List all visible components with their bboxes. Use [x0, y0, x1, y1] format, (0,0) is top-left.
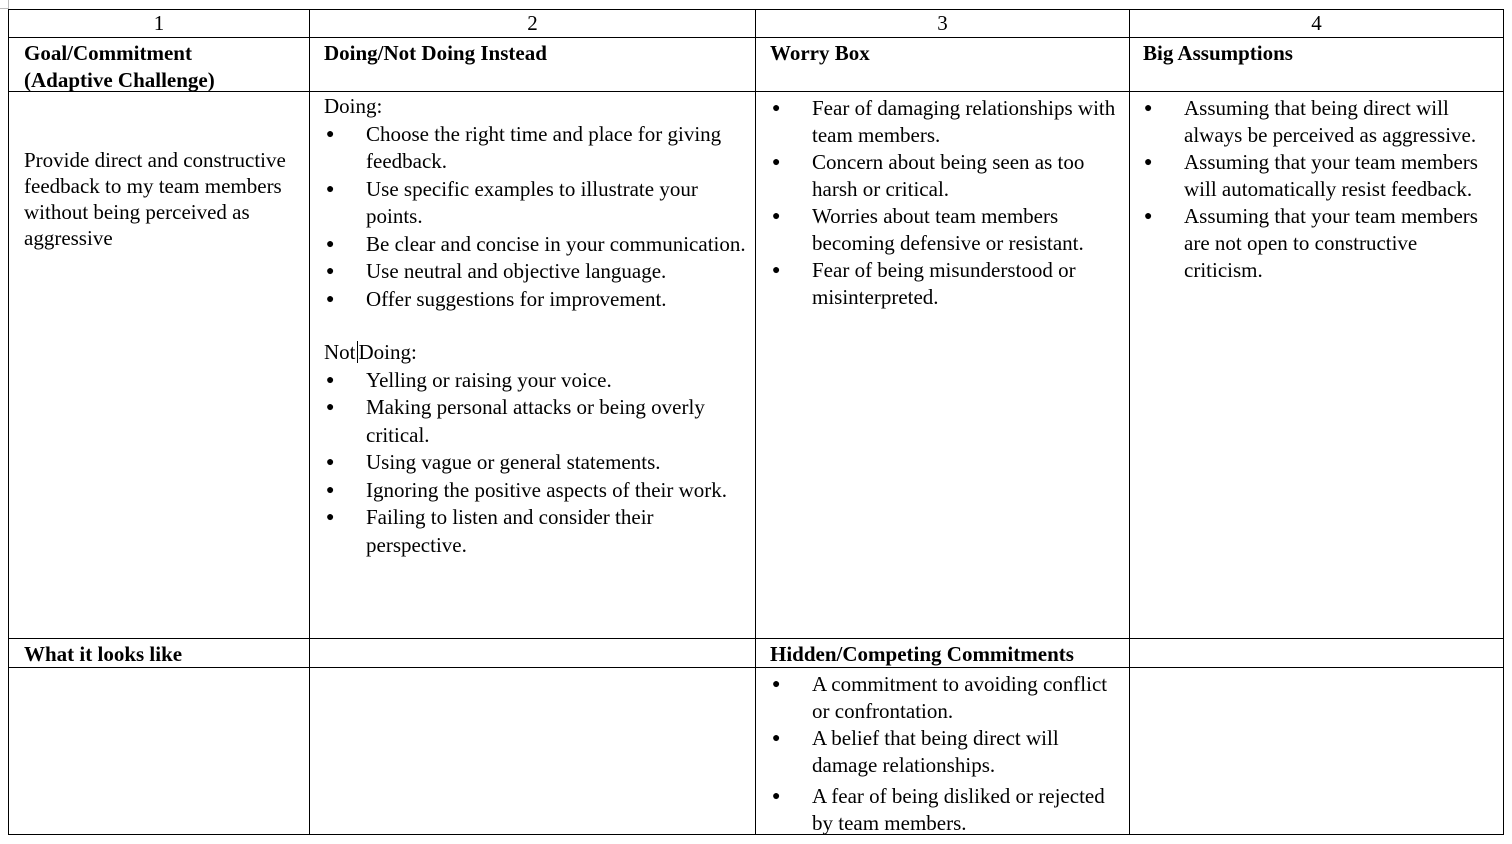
list-item-text: Offer suggestions for improvement. [366, 286, 667, 311]
list-item-text: Use specific examples to illustrate your points. [366, 176, 698, 228]
list-item [324, 477, 746, 505]
list-item-text: Fear of damaging relationships with team members. [812, 96, 1116, 147]
header-goal-commitment: Goal/Commitment (Adaptive Challenge) [24, 41, 215, 92]
bullet-icon: ● [326, 372, 335, 388]
list-item-text: Ignoring the positive aspects of their work. [366, 477, 727, 502]
bullet-icon: ● [772, 155, 781, 170]
bullet-icon: ● [326, 291, 335, 307]
bullet-icon: ● [326, 181, 335, 197]
not-doing-label-part2: Doing: [358, 340, 417, 364]
bullet-icon: ● [326, 264, 335, 279]
goal-text: Provide direct and constructive feedback to my team members without being perceived as aggressive [24, 148, 286, 250]
list-item [324, 176, 746, 231]
bullet-icon: ● [772, 677, 781, 692]
bullet-icon: ● [772, 789, 781, 804]
list-item-text: A belief that being direct will damage relationships. [812, 726, 1059, 777]
table-rule-col1 [309, 9, 310, 835]
list-item [770, 725, 1120, 779]
list-item [324, 367, 746, 395]
table-border-right [1503, 9, 1504, 835]
bullet-icon: ● [326, 126, 335, 142]
list-item-text: Making personal attacks or being overly critical. [366, 395, 705, 447]
doing-section [324, 93, 746, 559]
list-item-text: Using vague or general statements. [366, 450, 661, 474]
bullet-icon: ● [772, 209, 781, 224]
list-item [770, 257, 1120, 311]
column-number-4: 4 [1311, 11, 1322, 35]
table-rule-row3 [8, 638, 1504, 639]
bullet-icon: ● [326, 236, 335, 252]
bullet-icon: ● [1144, 101, 1153, 116]
list-item-text: Use neutral and objective language. [366, 259, 667, 283]
list-item [1142, 95, 1492, 149]
list-item-text: Choose the right time and place for giving feedback. [366, 121, 722, 173]
header-what-it-looks-like: What it looks like [24, 642, 183, 666]
list-item [770, 95, 1120, 149]
list-item-text: Assuming that being direct will always be perceived as aggressive. [1184, 96, 1477, 147]
list-item [324, 286, 746, 314]
bullet-icon: ● [326, 482, 335, 498]
page-corner-mark [0, 0, 9, 9]
assumptions-list [1142, 95, 1492, 284]
bullet-icon: ● [772, 263, 781, 278]
header-big-assumptions: Big Assumptions [1143, 41, 1293, 65]
worry-list [770, 95, 1120, 311]
list-item [770, 671, 1120, 725]
list-item [1142, 149, 1492, 203]
list-item [324, 504, 746, 559]
column-number-1: 1 [153, 11, 165, 35]
not-doing-label [324, 339, 746, 367]
bullet-icon: ● [326, 455, 335, 470]
bullet-icon: ● [772, 101, 781, 116]
bullet-icon: ● [1144, 209, 1153, 224]
list-item [324, 121, 746, 176]
list-item [770, 783, 1120, 837]
hidden-commitments-section [770, 671, 1120, 837]
list-item [770, 203, 1120, 257]
worry-section [770, 95, 1120, 311]
bullet-icon: ● [326, 510, 335, 525]
list-item-text: Failing to listen and consider their perspective. [366, 505, 654, 557]
list-item-text: A fear of being disliked or rejected by team members. [812, 784, 1105, 835]
table-rule-col3 [1129, 9, 1130, 835]
column-number-2: 2 [527, 11, 538, 35]
doing-label: Doing: [324, 94, 383, 118]
list-item [324, 449, 746, 477]
not-doing-list [324, 367, 746, 560]
list-item [1142, 203, 1492, 284]
bullet-icon: ● [772, 731, 781, 746]
bullet-icon: ● [1144, 155, 1153, 170]
table-border-left [8, 9, 9, 835]
header-doing-not-doing: Doing/Not Doing Instead [324, 41, 547, 65]
header-worry-box: Worry Box [770, 41, 870, 65]
list-item-text: Assuming that your team members will automatically resist feedback. [1184, 150, 1478, 201]
list-item-text: Yelling or raising your voice. [366, 367, 612, 392]
doing-list [324, 121, 746, 314]
assumptions-section [1142, 95, 1492, 284]
column-number-3: 3 [937, 11, 948, 35]
bullet-icon: ● [326, 400, 335, 415]
list-item-text: Be clear and concise in your communication. [366, 231, 746, 256]
hidden-commitments-list [770, 671, 1120, 837]
header-hidden-commitments: Hidden/Competing Commitments [770, 642, 1074, 666]
list-item-text: Concern about being seen as too harsh or critical. [812, 150, 1085, 201]
list-item [324, 394, 746, 449]
list-item-text: Fear of being misunderstood or misinterpreted. [812, 258, 1076, 309]
list-item-text: Assuming that your team members are not open to constructive criticism. [1184, 204, 1478, 282]
list-item [770, 149, 1120, 203]
list-item [324, 231, 746, 259]
table-rule-col2 [755, 9, 756, 835]
list-item [324, 258, 746, 286]
table-border-bottom [8, 834, 1504, 835]
list-item-text: A commitment to avoiding conflict or confrontation. [812, 672, 1108, 723]
list-item-text: Worries about team members becoming defensive or resistant. [812, 204, 1084, 255]
text-cursor [357, 341, 358, 363]
not-doing-label-part1: Not [324, 340, 356, 364]
